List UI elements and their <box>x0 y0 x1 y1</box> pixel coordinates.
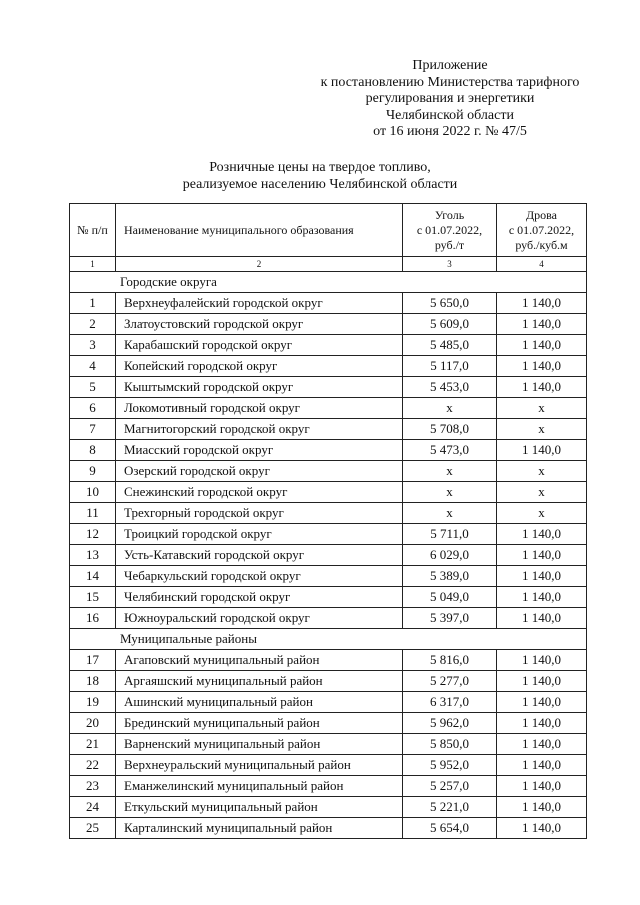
municipality-name: Верхнеуфалейский городской округ <box>116 293 403 314</box>
coal-price: 5 952,0 <box>403 755 497 776</box>
appendix-line: от 16 июня 2022 г. № 47/5 <box>373 124 527 139</box>
wood-price: 1 140,0 <box>497 650 587 671</box>
appendix-line: к постановлению Министерства тарифного <box>320 74 580 90</box>
municipality-name: Кыштымский городской округ <box>116 377 403 398</box>
header-wood <box>497 204 587 257</box>
coal-price: 6 029,0 <box>403 545 497 566</box>
appendix-line: Приложение <box>412 58 488 73</box>
table-row <box>70 461 587 482</box>
table-row <box>70 566 587 587</box>
table-row <box>70 671 587 692</box>
wood-price: x <box>497 503 587 524</box>
coal-price: 5 277,0 <box>403 671 497 692</box>
wood-price: 1 140,0 <box>497 335 587 356</box>
row-number: 14 <box>70 566 116 587</box>
header-wood-line: Дрова <box>525 207 558 222</box>
column-index: 2 <box>116 257 403 272</box>
row-number: 20 <box>70 713 116 734</box>
column-index: 3 <box>403 257 497 272</box>
table-row <box>70 377 587 398</box>
table-row <box>70 650 587 671</box>
wood-price: 1 140,0 <box>497 356 587 377</box>
table-row <box>70 797 587 818</box>
section-title: Муниципальные районы <box>70 629 587 650</box>
row-number: 19 <box>70 692 116 713</box>
coal-price: 5 609,0 <box>403 314 497 335</box>
municipality-name: Еткульский муниципальный район <box>116 797 403 818</box>
coal-price: x <box>403 482 497 503</box>
wood-price: 1 140,0 <box>497 734 587 755</box>
header-name: Наименование муниципального образования <box>116 204 403 257</box>
wood-price: 1 140,0 <box>497 377 587 398</box>
coal-price: 5 257,0 <box>403 776 497 797</box>
row-number: 18 <box>70 671 116 692</box>
table-row <box>70 713 587 734</box>
coal-price: 5 473,0 <box>403 440 497 461</box>
coal-price: 5 397,0 <box>403 608 497 629</box>
table-row <box>70 398 587 419</box>
municipality-name: Варненский муниципальный район <box>116 734 403 755</box>
wood-price: 1 140,0 <box>497 566 587 587</box>
section-row <box>70 272 587 293</box>
wood-price: 1 140,0 <box>497 692 587 713</box>
table-row <box>70 734 587 755</box>
coal-price: 5 850,0 <box>403 734 497 755</box>
header-coal-line: руб./т <box>434 237 465 252</box>
wood-price: x <box>497 398 587 419</box>
coal-price: 5 221,0 <box>403 797 497 818</box>
wood-price: 1 140,0 <box>497 608 587 629</box>
wood-price: 1 140,0 <box>497 755 587 776</box>
row-number: 1 <box>70 293 116 314</box>
row-number: 16 <box>70 608 116 629</box>
coal-price: x <box>403 461 497 482</box>
wood-price: 1 140,0 <box>497 314 587 335</box>
appendix-line: регулирования и энергетики <box>365 91 535 106</box>
municipality-name: Усть-Катавский городской округ <box>116 545 403 566</box>
coal-price: 5 962,0 <box>403 713 497 734</box>
coal-price: 5 485,0 <box>403 335 497 356</box>
table-row <box>70 776 587 797</box>
municipality-name: Чебаркульский городской округ <box>116 566 403 587</box>
table-row <box>70 818 587 839</box>
row-number: 7 <box>70 419 116 440</box>
table-row <box>70 545 587 566</box>
table-row <box>70 608 587 629</box>
table-row <box>70 692 587 713</box>
row-number: 4 <box>70 356 116 377</box>
section-row <box>70 629 587 650</box>
municipality-name: Снежинский городской округ <box>116 482 403 503</box>
municipality-name: Златоустовский городской округ <box>116 314 403 335</box>
wood-price: 1 140,0 <box>497 776 587 797</box>
row-number: 10 <box>70 482 116 503</box>
appendix-line: Челябинской области <box>386 107 514 123</box>
row-number: 22 <box>70 755 116 776</box>
header-wood-line: с 01.07.2022, <box>508 222 575 237</box>
municipality-name: Верхнеуральский муниципальный район <box>116 755 403 776</box>
header-coal <box>403 204 497 257</box>
section-title: Городские округа <box>70 272 587 293</box>
table-header-row <box>70 204 587 257</box>
municipality-name: Локомотивный городской округ <box>116 398 403 419</box>
table-row <box>70 419 587 440</box>
row-number: 5 <box>70 377 116 398</box>
coal-price: 5 117,0 <box>403 356 497 377</box>
municipality-name: Агаповский муниципальный район <box>116 650 403 671</box>
header-coal-line: с 01.07.2022, <box>416 222 483 237</box>
table-row <box>70 440 587 461</box>
row-number: 15 <box>70 587 116 608</box>
coal-price: 5 654,0 <box>403 818 497 839</box>
municipality-name: Карталинский муниципальный район <box>116 818 403 839</box>
table-row <box>70 755 587 776</box>
row-number: 8 <box>70 440 116 461</box>
wood-price: x <box>497 482 587 503</box>
table-row <box>70 524 587 545</box>
row-number: 2 <box>70 314 116 335</box>
municipality-name: Миасский городской округ <box>116 440 403 461</box>
table-row <box>70 356 587 377</box>
table-row <box>70 293 587 314</box>
row-number: 9 <box>70 461 116 482</box>
municipality-name: Еманжелинский муниципальный район <box>116 776 403 797</box>
municipality-name: Аргаяшский муниципальный район <box>116 671 403 692</box>
wood-price: 1 140,0 <box>497 440 587 461</box>
wood-price: 1 140,0 <box>497 587 587 608</box>
wood-price: 1 140,0 <box>497 818 587 839</box>
row-number: 11 <box>70 503 116 524</box>
table-row <box>70 503 587 524</box>
table-body <box>70 272 587 839</box>
municipality-name: Копейский городской округ <box>116 356 403 377</box>
wood-price: 1 140,0 <box>497 713 587 734</box>
wood-price: x <box>497 419 587 440</box>
coal-price: 5 711,0 <box>403 524 497 545</box>
wood-price: 1 140,0 <box>497 671 587 692</box>
wood-price: x <box>497 461 587 482</box>
row-number: 13 <box>70 545 116 566</box>
row-number: 24 <box>70 797 116 818</box>
wood-price: 1 140,0 <box>497 293 587 314</box>
header-num: № п/п <box>70 204 116 257</box>
row-number: 21 <box>70 734 116 755</box>
coal-price: 5 650,0 <box>403 293 497 314</box>
coal-price: x <box>403 503 497 524</box>
coal-price: 5 453,0 <box>403 377 497 398</box>
wood-price: 1 140,0 <box>497 797 587 818</box>
coal-price: 5 049,0 <box>403 587 497 608</box>
title-line-2: реализуемое населению Челябинской области <box>182 176 458 192</box>
coal-price: x <box>403 398 497 419</box>
municipality-name: Трехгорный городской округ <box>116 503 403 524</box>
coal-price: 5 816,0 <box>403 650 497 671</box>
municipality-name: Озерский городской округ <box>116 461 403 482</box>
municipality-name: Карабашский городской округ <box>116 335 403 356</box>
column-index: 4 <box>497 257 587 272</box>
header-coal-line: Уголь <box>434 207 465 222</box>
document-title <box>120 160 520 193</box>
column-index: 1 <box>70 257 116 272</box>
wood-price: 1 140,0 <box>497 524 587 545</box>
row-number: 12 <box>70 524 116 545</box>
header-wood-line: руб./куб.м <box>515 237 568 252</box>
municipality-name: Челябинский городской округ <box>116 587 403 608</box>
appendix-block <box>290 58 610 141</box>
municipality-name: Троицкий городской округ <box>116 524 403 545</box>
wood-price: 1 140,0 <box>497 545 587 566</box>
table-row <box>70 587 587 608</box>
coal-price: 6 317,0 <box>403 692 497 713</box>
coal-price: 5 708,0 <box>403 419 497 440</box>
municipality-name: Брединский муниципальный район <box>116 713 403 734</box>
coal-price: 5 389,0 <box>403 566 497 587</box>
column-index-row <box>70 257 587 272</box>
municipality-name: Магнитогорский городской округ <box>116 419 403 440</box>
municipality-name: Южноуральский городской округ <box>116 608 403 629</box>
table-row <box>70 335 587 356</box>
title-line-1: Розничные цены на твердое топливо, <box>209 160 431 175</box>
row-number: 23 <box>70 776 116 797</box>
row-number: 3 <box>70 335 116 356</box>
row-number: 25 <box>70 818 116 839</box>
prices-table <box>69 203 587 839</box>
table-row <box>70 314 587 335</box>
row-number: 17 <box>70 650 116 671</box>
row-number: 6 <box>70 398 116 419</box>
municipality-name: Ашинский муниципальный район <box>116 692 403 713</box>
table-row <box>70 482 587 503</box>
